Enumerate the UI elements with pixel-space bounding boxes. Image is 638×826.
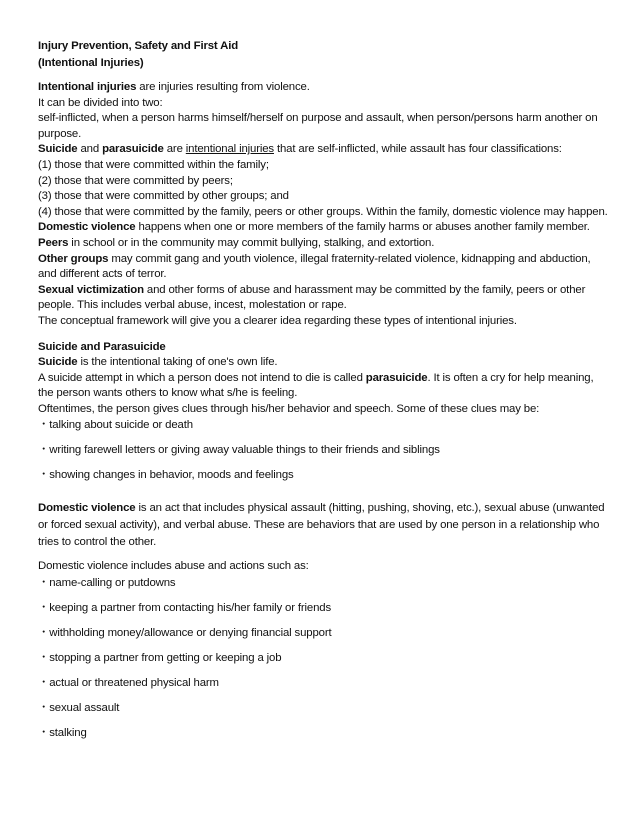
dv-includes: Domestic violence includes abuse and actions such as: (38, 560, 309, 573)
document-title (38, 38, 608, 72)
classification-2: (2) those that were committed by peers; (38, 174, 233, 187)
parasuicide-def: A suicide attempt in which a person does not intend to die is called parasuicide. It is often a cry for help meaning, the person wants others to know what s/he is feeling. (38, 371, 594, 400)
term-parasuicide: parasuicide (102, 143, 164, 156)
document-page (38, 38, 608, 741)
list-item: ・keeping a partner from contacting his/her family or friends (38, 602, 331, 615)
list-item: ・stalking (38, 727, 87, 740)
intro-definition: Intentional injuries are injuries resulting from violence. (38, 81, 310, 93)
term-other-groups: Other groups (38, 252, 109, 265)
sexual-victimization-def: Sexual victimization and other forms of abuse and harassment may be committed by the family, peers or other people. This includes verbal abuse, incest, molestation or rape. (38, 283, 586, 312)
list-item: ・withholding money/allowance or denying financial support (38, 627, 332, 640)
term-peers: Peers (38, 236, 69, 249)
intro-classification: Suicide and parasuicide are intentional injuries that are self-inflicted, while assault has four classifications: (38, 143, 562, 156)
framework-note: The conceptual framework will give you a clearer idea regarding these types of intentional injuries. (38, 314, 517, 327)
domestic-violence-section (38, 500, 608, 741)
list-item: ・talking about suicide or death (38, 419, 193, 432)
intro-types: self-inflicted, when a person harms himself/herself on purpose and assault, when person/persons harm another on purpose. (38, 112, 598, 140)
term-parasuicide-2: parasuicide (365, 371, 428, 384)
list-item: ・showing changes in behavior, moods and feelings (38, 469, 294, 482)
list-item: ・stopping a partner from getting or keeping a job (38, 652, 282, 665)
intro-divided: It can be divided into two: (38, 96, 163, 109)
term-suicide-2: Suicide (38, 356, 78, 369)
term-sexual-victimization: Sexual victimization (38, 283, 144, 296)
term-domestic-violence-2: Domestic violence (38, 502, 136, 515)
term-intentional-injuries: Intentional injuries (38, 81, 137, 93)
list-item: ・writing farewell letters or giving away valuable things to their friends and siblings (38, 444, 440, 457)
other-groups-def: Other groups may commit gang and youth violence, illegal fraternity-related violence, kidnapping and abduction, and different acts of terror. (38, 252, 591, 281)
intro-section (38, 80, 608, 330)
term-domestic-violence: Domestic violence (38, 221, 136, 234)
domestic-violence-paragraph: Domestic violence is an act that includes physical assault (hitting, pushing, shoving, etc.), sexual abuse (unwanted or forced sexual activity), and verbal abuse. These are behaviors that are used by one person in a relationship who tries to control the other. (38, 502, 605, 549)
list-item: ・name-calling or putdowns (38, 577, 176, 590)
domestic-violence-def: Domestic violence happens when one or more members of the family harms or abuses another family member. (38, 221, 590, 234)
suicide-heading: Suicide and Parasuicide (38, 340, 166, 353)
peers-def: Peers in school or in the community may commit bullying, stalking, and extortion. (38, 236, 435, 249)
title-line-2: (Intentional Injuries) (38, 57, 144, 69)
clues-intro: Oftentimes, the person gives clues through his/her behavior and speech. Some of these clues may be: (38, 402, 540, 415)
classification-4: (4) those that were committed by the family, peers or other groups. Within the family, domestic violence may happen. (38, 205, 608, 218)
intentional-injuries-link[interactable]: intentional injuries (185, 143, 274, 156)
classification-1: (1) those that were committed within the family; (38, 158, 269, 171)
list-item: ・actual or threatened physical harm (38, 677, 219, 690)
suicide-section (38, 340, 608, 484)
list-item: ・sexual assault (38, 702, 120, 715)
term-suicide: Suicide (38, 143, 78, 156)
title-line-1: Injury Prevention, Safety and First Aid (38, 40, 239, 52)
suicide-def: Suicide is the intentional taking of one's own life. (38, 356, 278, 369)
classification-3: (3) those that were committed by other groups; and (38, 190, 289, 203)
